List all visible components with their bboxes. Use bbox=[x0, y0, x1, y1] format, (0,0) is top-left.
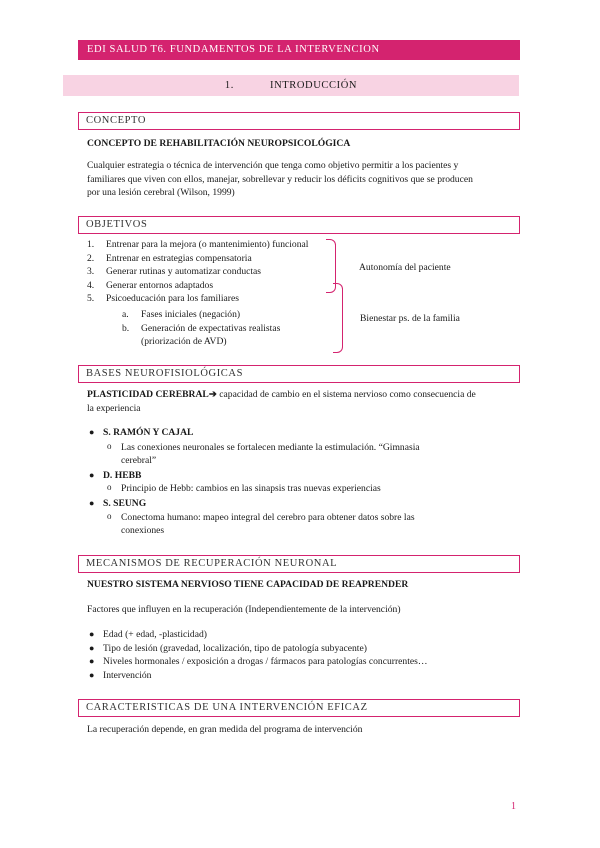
factores-list bbox=[87, 628, 517, 682]
factores-text: Factores que influyen en la recuperación (Independientemente de la intervención) bbox=[87, 604, 401, 615]
circle-bullet-icon: o bbox=[107, 510, 112, 521]
author-detail: o Conectoma humano: mapeo integral del cerebro para obtener datos sobre las bbox=[107, 510, 415, 523]
list-item: 5. Psicoeducación para los familiares bbox=[87, 293, 239, 305]
plasticidad-definition: capacidad de cambio en el sistema nervioso como consecuencia de bbox=[216, 389, 476, 400]
mecanismos-heading: MECANISMOS DE RECUPERACIÓN NEURONAL bbox=[78, 555, 520, 573]
bullet-icon: ● bbox=[89, 427, 95, 437]
concepto-line: Cualquier estrategia o técnica de intervención que tenga como objetivo permitir a los pacientes y bbox=[87, 160, 459, 171]
bullet-icon: ● bbox=[89, 629, 95, 639]
list-item: 4. Generar entornos adaptados bbox=[87, 279, 214, 291]
list-item: ● Tipo de lesión (gravedad, localización, tipo de patología subyacente) bbox=[89, 642, 367, 654]
mecanismos-subtitle: NUESTRO SISTEMA NERVIOSO TIENE CAPACIDAD DE REAPRENDER bbox=[87, 579, 409, 590]
concepto-line: familiares que viven con ellos, manejar, sobrellevar y reducir los déficits cognitivos que se producen bbox=[87, 173, 473, 185]
list-item: ● Niveles hormonales / exposición a drogas / fármacos para patologías concurrentes… bbox=[89, 656, 428, 668]
list-item: b. Generación de expectativas realistas bbox=[122, 322, 281, 334]
author-detail: o Las conexiones neuronales se fortalecen mediante la estimulación. “Gimnasia bbox=[107, 440, 420, 453]
concepto-heading: CONCEPTO bbox=[78, 112, 520, 130]
bullet-icon: ● bbox=[89, 469, 95, 480]
authors-list bbox=[87, 426, 517, 538]
bullet-icon: ● bbox=[89, 497, 95, 508]
circle-bullet-icon: o bbox=[107, 440, 112, 451]
label-autonomia: Autonomía del paciente bbox=[359, 262, 451, 273]
concepto-paragraph bbox=[87, 159, 527, 200]
document-header: EDI SALUD T6. FUNDAMENTOS DE LA INTERVENCION bbox=[78, 40, 520, 60]
arrow-icon: ➔ bbox=[208, 389, 217, 400]
bullet-icon: ● bbox=[89, 642, 95, 653]
caracteristicas-text: La recuperación depende, en gran medida del programa de intervención bbox=[87, 724, 363, 735]
list-item: ● Intervención bbox=[89, 669, 152, 681]
brace-bienestar bbox=[333, 283, 343, 353]
section-number: 1. bbox=[224, 80, 234, 91]
author-item: ● D. HEBB bbox=[89, 469, 142, 481]
list-item: 1. Entrenar para la mejora (o mantenimiento) funcional bbox=[87, 239, 309, 250]
list-item: 3. Generar rutinas y automatizar conductas bbox=[87, 266, 262, 278]
section-title-bar bbox=[63, 75, 519, 96]
author-detail: conexiones bbox=[121, 525, 165, 537]
objetivos-list bbox=[87, 238, 347, 306]
objetivos-heading: OBJETIVOS bbox=[78, 216, 520, 234]
plasticidad-definition-cont: la experiencia bbox=[87, 402, 141, 414]
page-number: 1 bbox=[511, 801, 516, 812]
author-item: ● S. RAMÓN Y CAJAL bbox=[89, 427, 194, 438]
plasticidad-term: PLASTICIDAD CEREBRAL bbox=[87, 389, 209, 400]
plasticidad-paragraph bbox=[87, 388, 527, 415]
list-item: a. Fases iniciales (negación) bbox=[122, 309, 241, 320]
list-item: (priorización de AVD) bbox=[141, 336, 227, 348]
circle-bullet-icon: o bbox=[107, 482, 112, 493]
bullet-icon: ● bbox=[89, 656, 95, 667]
author-detail: cerebral” bbox=[121, 455, 157, 467]
label-bienestar: Bienestar ps. de la familia bbox=[360, 313, 460, 324]
section-title: INTRODUCCIÓN bbox=[269, 80, 358, 91]
bases-heading: BASES NEUROFISIOLÓGICAS bbox=[78, 365, 520, 383]
author-item: ● S. SEUNG bbox=[89, 497, 147, 509]
objetivos-sublist bbox=[87, 308, 347, 349]
list-item: ● Edad (+ edad, -plasticidad) bbox=[89, 629, 207, 640]
bullet-icon: ● bbox=[89, 669, 95, 680]
concepto-subtitle: CONCEPTO DE REHABILITACIÓN NEUROPSICOLÓGICA bbox=[87, 138, 351, 149]
author-detail: o Principio de Hebb: cambios en las sinapsis tras nuevas experiencias bbox=[107, 482, 381, 495]
list-item: 2. Entrenar en estrategias compensatoria bbox=[87, 252, 252, 264]
concepto-line: por una lesión cerebral (Wilson, 1999) bbox=[87, 187, 235, 199]
caracteristicas-heading: CARACTERISTICAS DE UNA INTERVENCIÓN EFICAZ bbox=[78, 699, 520, 717]
